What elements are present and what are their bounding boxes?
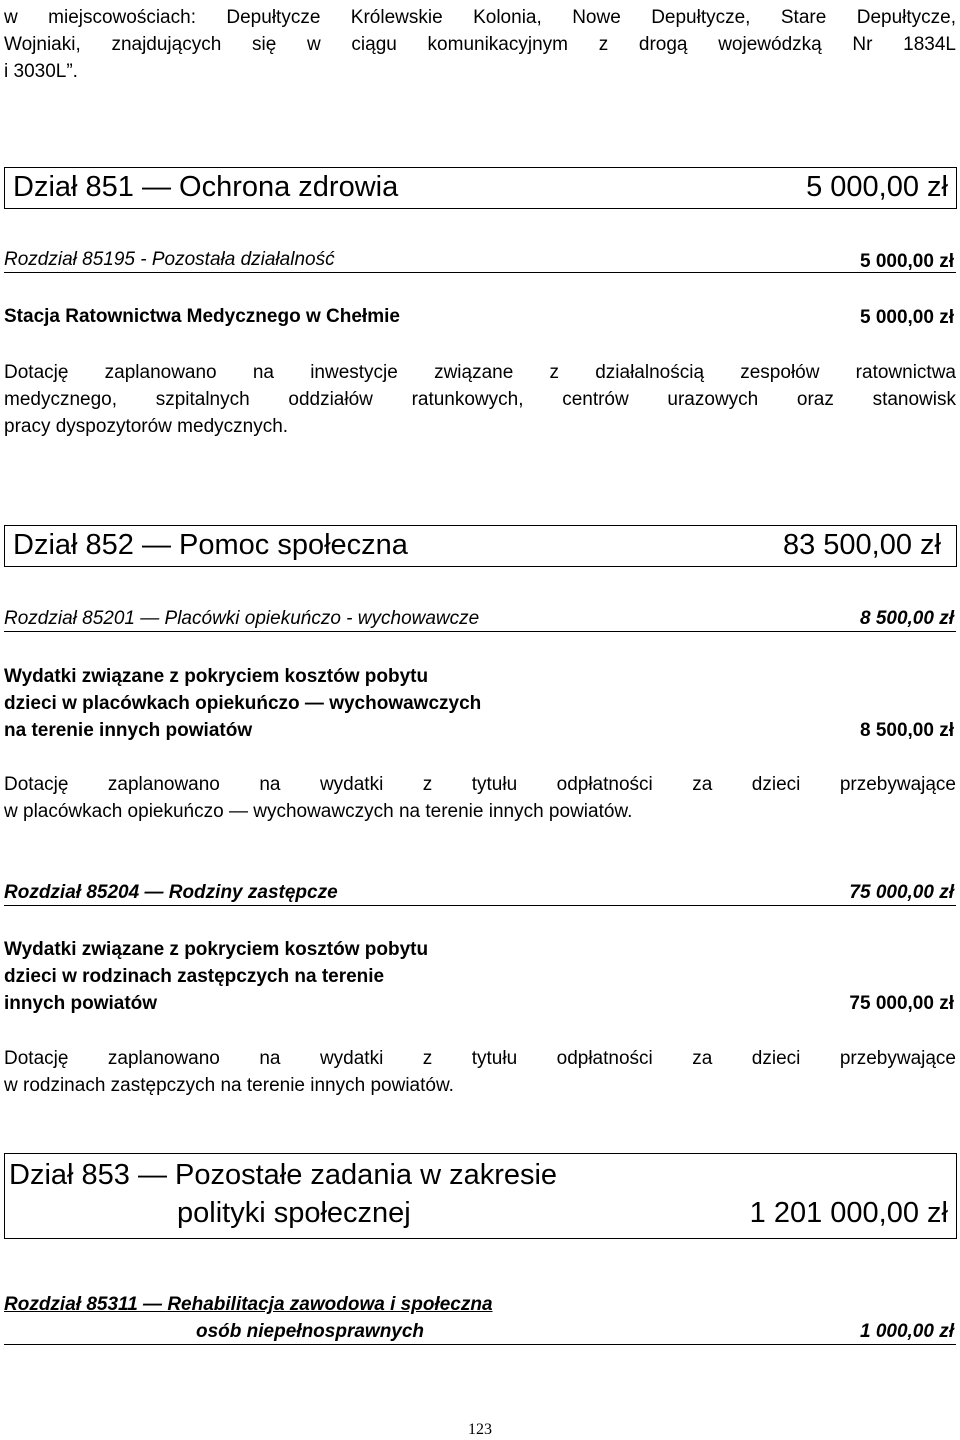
intro-line: i 3030L”. [4,61,78,82]
description-line: Dotację zaplanowano na wydatki z tytułu odpłatności za dzieci przebywające [4,774,956,795]
rozdzial-85204-item-amount: 75 000,00 zł [849,993,954,1014]
page-number: 123 [468,1421,492,1438]
rozdzial-85201-description [4,771,956,825]
item-stacja-amount: 5 000,00 zł [859,307,954,328]
rozdzial-85204-item [4,936,428,1017]
dzial-851-header [4,167,957,209]
description-line: w placówkach opiekuńczo — wychowawczych na terenie innych powiatów. [4,801,633,822]
rozdzial-85311-underline [4,1344,956,1345]
dzial-853-header [4,1153,957,1239]
description-line: Dotację zaplanowano na wydatki z tytułu odpłatności za dzieci przebywające [4,1048,956,1069]
rozdzial-85201-title: Rozdział 85201 — Placówki opiekuńczo - wychowawcze [4,608,480,629]
rozdzial-85195-amount: 5 000,00 zł [859,251,954,272]
rozdzial-85311-title-line1: Rozdział 85311 — Rehabilitacja zawodowa i społeczna [4,1294,493,1315]
dzial-852-amount: 83 500,00 zł [782,529,941,561]
rozdzial-85201-amount: 8 500,00 zł [859,608,954,629]
item-line: na terenie innych powiatów [4,720,253,741]
item-line: dzieci w rodzinach zastępczych na terenie [4,966,385,987]
rozdzial-85204-underline [4,905,956,906]
rozdzial-85311-title-line2: osób niepełnosprawnych [196,1321,425,1342]
intro-line: Wojniaki, znajdujących się w ciągu komunikacyjnym z drogą wojewódzką Nr 1834L [4,34,956,55]
rozdzial-85201-item-amount: 8 500,00 zł [859,720,954,741]
dzial-853-title-line1: Dział 853 — Pozostałe zadania w zakresie [9,1159,558,1191]
rozdzial-85204-amount: 75 000,00 zł [849,882,954,903]
intro-line: w miejscowościach: Depułtycze Królewskie Kolonia, Nowe Depułtycze, Stare Depułtycze, [4,7,956,28]
dzial-853-title-line2: polityki społecznej [177,1197,411,1229]
rozdzial-85195-title: Rozdział 85195 - Pozostała działalność [4,249,335,270]
rozdzial-85195-underline [4,272,956,273]
description-line: pracy dyspozytorów medycznych. [4,416,289,437]
rozdzial-85311-amount: 1 000,00 zł [859,1321,954,1342]
item-line: innych powiatów [4,993,158,1014]
description-line: medycznego, szpitalnych oddziałów ratunkowych, centrów urazowych oraz stanowisk [4,389,956,410]
item-stacja-title: Stacja Ratownictwa Medycznego w Chełmie [4,306,400,327]
description-line: w rodzinach zastępczych na terenie innych powiatów. [4,1075,454,1096]
rozdzial-85204-description [4,1045,956,1099]
dzial-852-header [4,525,957,567]
item-line: dzieci w placówkach opiekuńczo — wychowawczych [4,693,482,714]
item-line: Wydatki związane z pokryciem kosztów pobytu [4,939,429,960]
dzial-851-description [4,359,956,440]
dzial-853-amount: 1 201 000,00 zł [749,1197,948,1229]
description-line: Dotację zaplanowano na inwestycje związane z działalnością zespołów ratownictwa [4,362,956,383]
dzial-852-title: Dział 852 — Pomoc społeczna [13,529,408,561]
rozdzial-85201-underline [4,631,956,632]
rozdzial-85201-item [4,663,481,744]
rozdzial-85204-title: Rozdział 85204 — Rodziny zastępcze [4,882,338,903]
dzial-851-title: Dział 851 — Ochrona zdrowia [13,171,399,203]
item-line: Wydatki związane z pokryciem kosztów pobytu [4,666,429,687]
dzial-851-amount: 5 000,00 zł [806,171,948,203]
intro-paragraph [4,4,956,85]
